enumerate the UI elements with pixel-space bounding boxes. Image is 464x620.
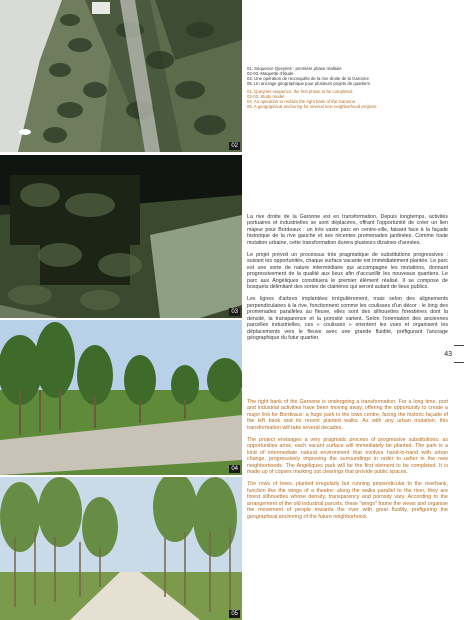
body-fr-paragraph-2: Le projet prévoit un processus très pragmatique de substitutions progressives : suivant les opportunités, chaque surface vacante est immédiatement plantée. Le parc est une sorte de nature intermédiaire qui accompagne les mutations, donnant progressivement de la qualité aux lieux afin d'accueillir les nouveaux quartiers. Le parc aux Angéliques constituera le premier élément réalisé. Il se compose de bosquets délimitant des sortes de clairières qui seront autant de lieux publics. (247, 252, 448, 291)
body-en-paragraph-3: The rows of trees, planted irregularly but running perpendicular to the riverbank, function like the wings of a theatre: along the walks parallel to the river, they are forest silhouettes whose density, transparency and porosity vary. According to the arrangement of the old industrial parcels, these "wings" frame the views and organise the movement of people towards the river with great fluidity, prefiguring the geographical anchoring of the future neighborhood. (247, 481, 448, 520)
page-number: 43 (444, 351, 452, 358)
model-perspective-image (0, 155, 242, 318)
body-french (247, 214, 448, 347)
caption-en-3: 04. An operation to reclaim the right bank of the Garonne (247, 99, 356, 105)
body-fr-paragraph-3: Les lignes d'arbres implantées irrégulièrement, mais selon des alignements perpendiculaires à la rive, fonctionnent comme les coulisses d'un décor : le long des promenades parallèles au fleuve, elles sont des silhouettes forestières dont la densité, la transparence et la porosité varient. Selon l'orientation des anciennes parcelles industrielles, ces « coulisses » orientent les vues et organisent les déplacements vers le fleuve avec une grande fluidité, préfigurant l'ancrage géographique du futur quartier. (247, 296, 448, 341)
caption-fr-2: 02-03. Maquette d'étude (247, 71, 294, 77)
body-en-paragraph-1: The right bank of the Garonne is undergoing a transformation. For a long time, port and industrial activities have been moving away, offering the opportunity to create a major link for Bordeaux: a huge park in the town centre, facing the historic façade of the left bank and its recent planted walks. As with any urban mutation, this transformation will take several decades. (247, 399, 448, 431)
captions-french (247, 66, 447, 86)
body-en-paragraph-2: The project envisages a very pragmatic process of progressive substitutions: as opportunities arise, each vacant surface will immediately be planted. The park is a kind of intermediate natural environment that evolves hand-in-hand with urban change, progressively improving the surroundings in order to usher in the new neighborhoods. The Angéliques park will be the first element to be completed. It is made up of copses marking out clearings that provide public spaces. (247, 437, 448, 476)
caption-fr-1: 01. Séquence Queyries : première phase réalisée (247, 66, 342, 71)
caption-en-1: 01. Queyries sequence: the first phase to be completed (247, 89, 353, 94)
photo-tree-rows (0, 477, 242, 620)
photo-number-02: 02 (231, 143, 238, 149)
body-english (247, 399, 448, 526)
photo-number-05: 05 (231, 611, 238, 617)
page-number-rule-bottom (454, 362, 464, 363)
captions-english (247, 89, 447, 109)
photo-model-perspective (0, 155, 242, 318)
photo-number-04: 04 (231, 466, 238, 472)
page-number-rule-top (454, 345, 464, 346)
photo-aerial-model (0, 0, 242, 152)
caption-en-2: 02-03. Study model (247, 94, 285, 100)
caption-fr-3: 04. Une opération de reconquête de la rive droite de la Garonne (247, 76, 369, 82)
tree-rows-image (0, 477, 242, 620)
caption-en-4: 05. A geographical anchoring for several new neighborhood projects (247, 104, 377, 110)
caption-fr-4: 05. Un ancrage géographique pour plusieurs projets de quartiers (247, 81, 371, 87)
photo-number-03: 03 (231, 309, 238, 315)
body-fr-paragraph-1: La rive droite de la Garonne est en transformation. Depuis longtemps, activités portuaires et industrielles se sont déplacées, offrant l'opportunité de créer un lien majeur pour Bordeaux : un très vaste parc en centre-ville, faisant face à la façade historique de la rive gauche et ses récentes promenades jardinées. Comme toute mutation urbaine, cette transformation durera plusieurs dizaines d'années. (247, 214, 448, 246)
aerial-model-image (0, 0, 242, 152)
park-path-image (0, 320, 242, 475)
photo-park-path (0, 320, 242, 475)
